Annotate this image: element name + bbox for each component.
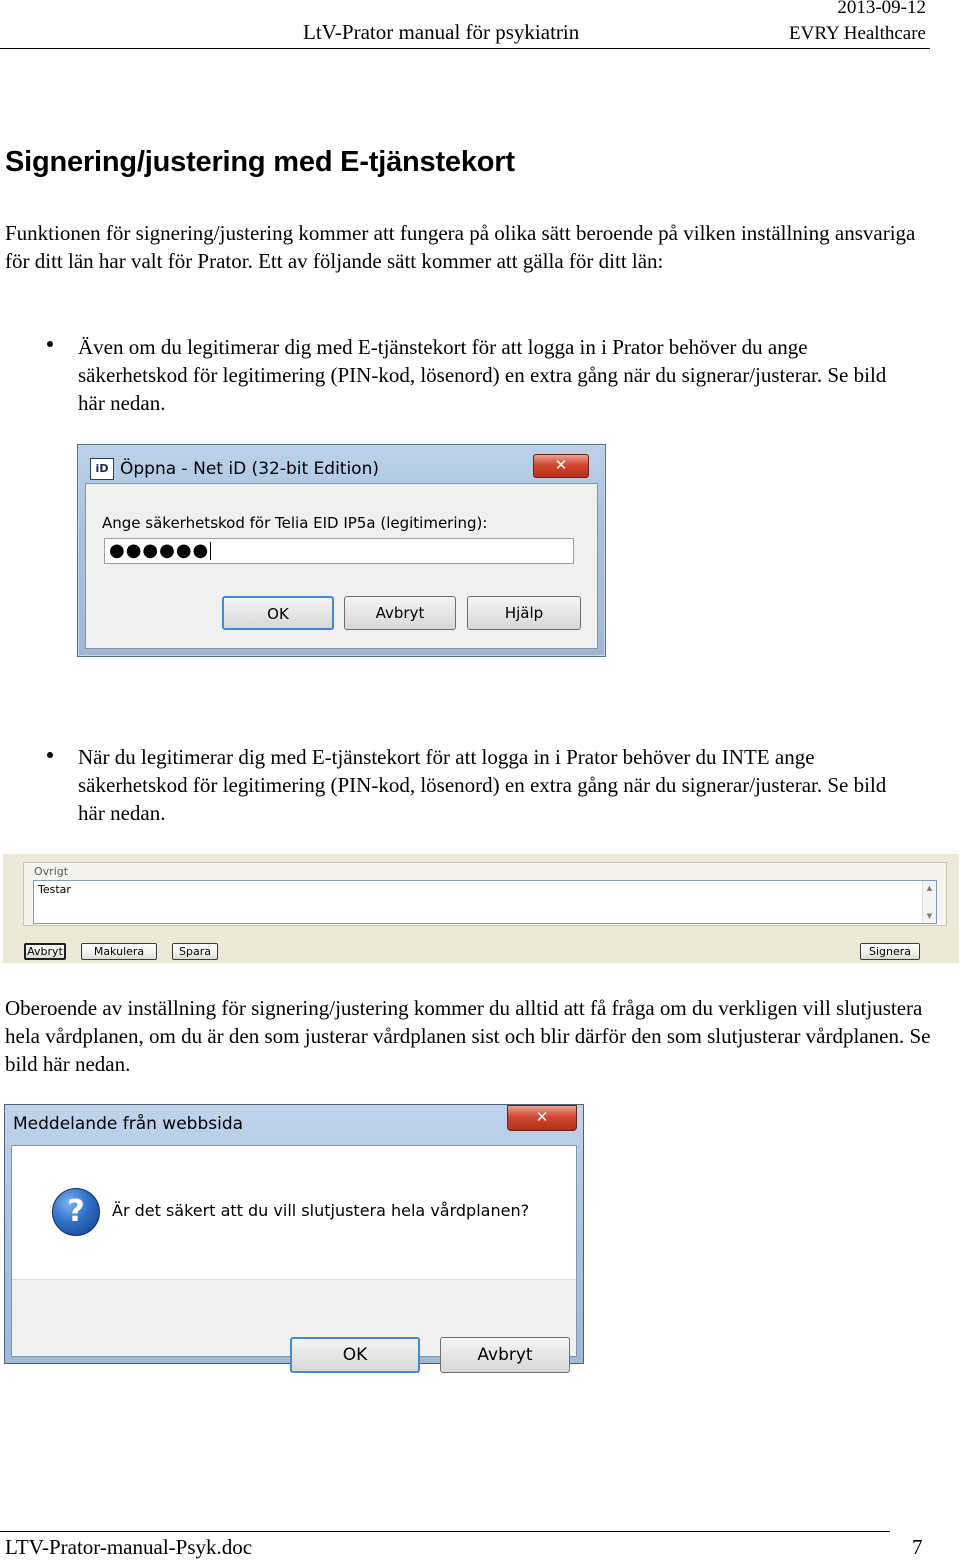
- pin-label: Ange säkerhetskod för Telia EID IP5a (legitimering):: [102, 514, 488, 532]
- ovrigt-label: Ovrigt: [34, 865, 69, 878]
- bullet-icon: [47, 752, 53, 758]
- question-icon: ?: [52, 1188, 100, 1236]
- confirm-dialog: [4, 1104, 584, 1364]
- scroll-up-icon[interactable]: ▲: [926, 884, 933, 892]
- header-divider: [0, 48, 930, 49]
- header-title: LtV-Prator manual för psykiatrin: [303, 20, 580, 44]
- pin-input-value: ●●●●●●: [109, 540, 210, 561]
- confirm-cancel-button[interactable]: Avbryt: [440, 1337, 570, 1373]
- text-caret-icon: [210, 542, 211, 560]
- netid-dialog: [77, 444, 606, 657]
- netid-close-button[interactable]: ✕: [533, 454, 589, 478]
- ovrigt-text: Testar: [38, 883, 71, 896]
- netid-ok-button[interactable]: OK: [222, 596, 334, 630]
- confirm-message: Är det säkert att du vill slutjustera hela vårdplanen?: [112, 1201, 530, 1220]
- confirm-close-button[interactable]: ✕: [507, 1105, 577, 1131]
- page-number: 7: [912, 1535, 923, 1559]
- netid-help-button[interactable]: Hjälp: [467, 596, 581, 630]
- ovrigt-panel: [3, 854, 959, 963]
- scroll-down-icon[interactable]: ▼: [926, 912, 933, 920]
- bullet-text-1: Även om du legitimerar dig med E-tjänstekort för att logga in i Prator behöver du ange säkerhetskod för legitimering (PIN-kod, lösenord) en extra gång när du signerar/justerar. Se bild här nedan.: [78, 335, 887, 415]
- header-company: EVRY Healthcare: [789, 23, 926, 44]
- netid-dialog-title: Öppna - Net iD (32-bit Edition): [120, 459, 379, 479]
- ovrigt-textarea[interactable]: [33, 880, 937, 924]
- section-heading: Signering/justering med E-tjänstekort: [5, 146, 515, 178]
- netid-logo-icon: iD: [90, 458, 114, 480]
- bullet-text-2: När du legitimerar dig med E-tjänstekort för att logga in i Prator behöver du INTE ange säkerhetskod för legitimering (PIN-kod, lösenord) en extra gång när du signerar/justerar. Se bild här nedan.: [78, 745, 887, 825]
- netid-dialog-body: [85, 483, 598, 649]
- header-date: 2013-09-12: [837, 0, 926, 18]
- footer-filename: LTV-Prator-manual-Psyk.doc: [5, 1535, 253, 1559]
- bullet-icon: [47, 341, 53, 347]
- intro-paragraph: Funktionen för signering/justering kommer att fungera på olika sätt beroende på vilken inställning ansvariga för ditt län har valt för Prator. Ett av följande sätt kommer att gälla för ditt län:: [5, 221, 916, 273]
- confirm-dialog-body: [11, 1145, 577, 1365]
- netid-cancel-button[interactable]: Avbryt: [344, 596, 456, 630]
- confirm-dialog-title: Meddelande från webbsida: [13, 1114, 244, 1134]
- confirm-ok-button[interactable]: OK: [290, 1337, 420, 1373]
- signera-button[interactable]: Signera: [860, 943, 920, 960]
- spara-button[interactable]: Spara: [172, 943, 218, 960]
- makulera-button[interactable]: Makulera: [81, 943, 157, 960]
- pin-input[interactable]: [104, 538, 574, 564]
- ovrigt-scrollbar[interactable]: [922, 881, 936, 923]
- avbryt-button[interactable]: Avbryt: [24, 943, 66, 960]
- footer-divider: [0, 1531, 890, 1532]
- closing-paragraph: Oberoende av inställning för signering/justering kommer du alltid att få fråga om du verkligen vill slutjustera hela vårdplanen, om du är den som justerar vårdplanen sist och blir därför den som slutjusterar vårdplanen. Se bild här nedan.: [5, 996, 931, 1076]
